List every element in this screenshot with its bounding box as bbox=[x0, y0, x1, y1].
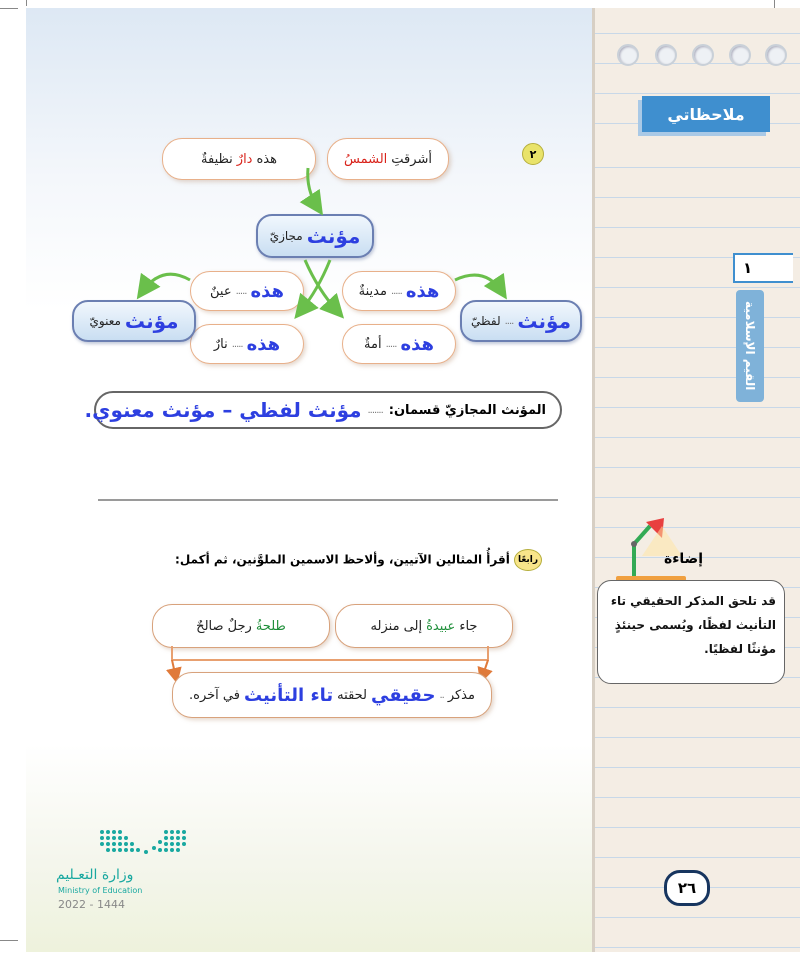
box-label: لفظيّ bbox=[471, 314, 501, 328]
notes-title: ملاحظاتي bbox=[642, 96, 770, 132]
highlighted-word: طلحةُ bbox=[255, 618, 286, 634]
unit-name-label: القيم الإسلامية bbox=[736, 290, 764, 402]
example-text: هذه bbox=[256, 151, 277, 167]
instruction-text: أقرأُ المثالين الآتيين، وألاحظ الاسمين الملوَّنين، ثم أكمل: bbox=[175, 552, 510, 567]
ministry-name-en: Ministry of Education bbox=[58, 886, 143, 895]
crop-mark bbox=[0, 940, 18, 941]
summary-answer: مؤنث لفظي – مؤنث معنوي. bbox=[84, 398, 362, 422]
dots: .... bbox=[504, 315, 514, 327]
answer-text: هذه bbox=[405, 280, 440, 302]
summary-line bbox=[84, 391, 562, 429]
noun-text: مدينةٌ bbox=[358, 283, 387, 299]
answer-text: هذه bbox=[246, 333, 281, 355]
example-text: أشرقتِ bbox=[391, 151, 432, 167]
result-text: مذكر bbox=[447, 687, 475, 703]
exercise-number-badge: ٢ bbox=[522, 143, 544, 165]
light-note-text: قد تلحق المذكر الحقيقي تاء التأنيث لفظًا، ويُسمى حينئذٍ مؤنثًا لفظيًا. bbox=[610, 594, 776, 656]
result-pill bbox=[172, 672, 492, 718]
ministry-logo-icon bbox=[98, 826, 192, 860]
answer-text: حقيقي bbox=[371, 684, 436, 706]
answer-text: مؤنث bbox=[517, 309, 571, 333]
notes-column bbox=[592, 8, 800, 952]
answer-text: هذه bbox=[250, 280, 284, 302]
binder-hole-icon bbox=[655, 44, 677, 66]
result-text: في آخره. bbox=[189, 687, 240, 703]
noun-text: نارٌ bbox=[213, 336, 228, 352]
box-label: معنويّ bbox=[89, 314, 121, 328]
light-label: إضاءة bbox=[664, 551, 704, 567]
dots: ..... bbox=[231, 338, 243, 350]
ministry-name-ar: وزارة التعـليم bbox=[56, 867, 134, 883]
highlighted-word: الشمسُ bbox=[344, 151, 388, 167]
page-number: ٢٦ bbox=[664, 870, 710, 906]
highlighted-word: عبيدةُ bbox=[426, 618, 456, 634]
example-text: إلى منزله bbox=[370, 618, 423, 634]
dots: ..... bbox=[235, 285, 247, 297]
binder-hole-icon bbox=[692, 44, 714, 66]
diagram-arrows bbox=[0, 0, 592, 400]
answer-text: تاء التأنيث bbox=[243, 684, 334, 706]
dots: ..... bbox=[385, 338, 397, 350]
example-text: جاء bbox=[459, 618, 478, 634]
edition-year: 2022 - 1444 bbox=[58, 898, 125, 911]
unit-number-tab: ١ bbox=[733, 253, 793, 283]
example-text: نظيفةٌ bbox=[201, 151, 233, 167]
dots: ....... bbox=[367, 404, 383, 416]
light-note-box bbox=[597, 580, 785, 684]
example-text: رجلٌ صالحٌ bbox=[196, 618, 252, 634]
binder-hole-icon bbox=[765, 44, 787, 66]
instruction-line bbox=[150, 549, 542, 571]
noun-text: أمةٌ bbox=[364, 336, 382, 352]
answer-text: هذه bbox=[400, 333, 434, 355]
step-badge: رابعًا bbox=[514, 549, 542, 571]
box-label: مجازيّ bbox=[269, 229, 303, 243]
binder-hole-icon bbox=[617, 44, 639, 66]
result-text: لحقته bbox=[337, 687, 367, 703]
binder-hole-icon bbox=[729, 44, 751, 66]
noun-text: عينٌ bbox=[210, 283, 232, 299]
dots: .. bbox=[439, 689, 444, 701]
answer-text: مؤنث bbox=[306, 224, 361, 248]
answer-text: مؤنث bbox=[124, 309, 179, 333]
section-divider bbox=[98, 499, 558, 501]
highlighted-word: دارٌ bbox=[236, 151, 253, 167]
summary-label: المؤنث المجازيّ قسمان: bbox=[388, 402, 546, 418]
dots: ..... bbox=[390, 285, 402, 297]
